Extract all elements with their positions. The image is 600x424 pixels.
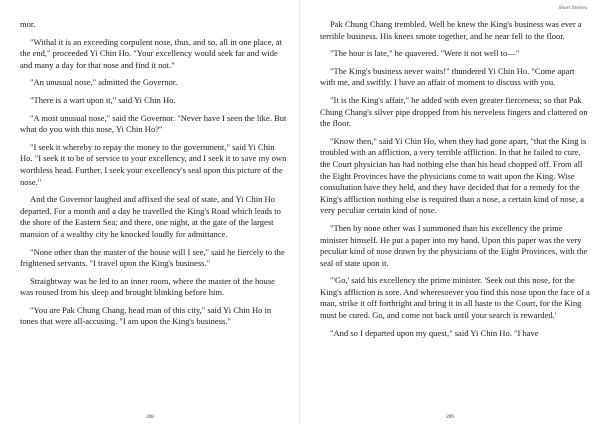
paragraph: "And so I departed upon my quest," said Yi Chin Ho. "I have — [330, 327, 539, 338]
paragraph: "You are Pak Chung Chang, head man of this city," said Yi Chin Ho in tones that were all-accusing. "I am upon the King's business." — [20, 304, 272, 327]
page-number: 209 — [446, 415, 454, 420]
right-page-body — [320, 19, 590, 345]
running-head: Short Stories — [558, 5, 587, 11]
paragraph: "An unusual nose," admitted the Governor. — [30, 77, 178, 88]
paragraph: Pak Chung Chang trembled. Well he knew the King's business was ever a terrible business. His knees smote together, and he near fell to the floor. — [320, 19, 582, 41]
paragraph: "A most unusual nose," said the Governor. "Never have I seen the like. But what do you with this nose, Yi Chin Ho?" — [20, 112, 287, 135]
page-number: 208 — [146, 415, 154, 420]
paragraph: "The King's business never waits!" thundered Yi Chin Ho. "Come apart with me, and swiftly. I have an affair of moment to discuss with you. — [320, 65, 575, 88]
paragraph: "There is a wart upon it," said Yi Chin Ho. — [30, 94, 176, 105]
paragraph: "None other than the master of the house will I see," said he fiercely to the frightened servants. "I travel upon the King's business." — [20, 246, 285, 269]
paragraph: mor. — [20, 19, 36, 29]
paragraph: "Then by none other was I summoned than his excellency the prime minister himself. He put a paper into my hand. Upon this paper was the very peculiar kind of nose drawn by the physicians of the Eight Provinces, with the seal of state upon it. — [320, 222, 588, 268]
left-page-body — [20, 19, 288, 334]
paragraph: "The hour is late," he quavered. "Were it not well to—" — [330, 48, 520, 59]
paragraph: And the Governor laughed and affixed the seal of state, and Yi Chin Ho departed. For a month and a day he travelled the King's Road which leads to the shore of the Eastern Sea; and there, one night, at the gate of the largest mansion of a wealthy city he knocked loudly for admittance. — [20, 194, 281, 239]
paragraph: "'Go,' said his excellency the prime minister. 'Seek out this nose, for the King's affliction is sore. And wheresoever you find this nose upon the face of a man, strike it off forthright and bring it in all haste to the Court, for the King must be cured. Go, and come not back until your search is rewarded.' — [320, 275, 590, 321]
paragraph: "Withal it is an exceeding corpulent nose, thus, and so, all in one place, at the end," proceeded Yi Chin Ho. "Your excellency would seek far and wide and many a day for that nose and find it not." — [20, 36, 282, 70]
right-page — [300, 0, 600, 424]
paragraph: "Know then," said Yi Chin Ho, when they had gone apart, "that the King is troubled with an affliction, a very terrible affliction. In that he failed to cure, the Court physician has had nothing else than his head chopped off. From all the Eight Provinces have the physicians come to wait upon the King. Wise consultation have they held, and they have decided that for a remedy for the King's affliction nothing else is required than a nose, a certain kind of nose, a very peculiar certain kind of nose. — [320, 135, 587, 216]
paragraph: "I seek it whereby to repay the money to the government," said Yi Chin Ho. "I seek it to be of service to your excellency, and I seek it to save my own worthless head. Further, I seek your excellency's seal upon this picture of the nose." — [20, 141, 287, 187]
paragraph: Straightway was he led to an inner room, where the master of the house was roused from his sleep and brought blinking before him. — [20, 275, 275, 298]
paragraph: "It is the King's affair," he added with even greater fierceness; so that Pak Chung Chang's silver pipe dropped from his nerveless fingers and clattered on the floor. — [320, 94, 588, 129]
